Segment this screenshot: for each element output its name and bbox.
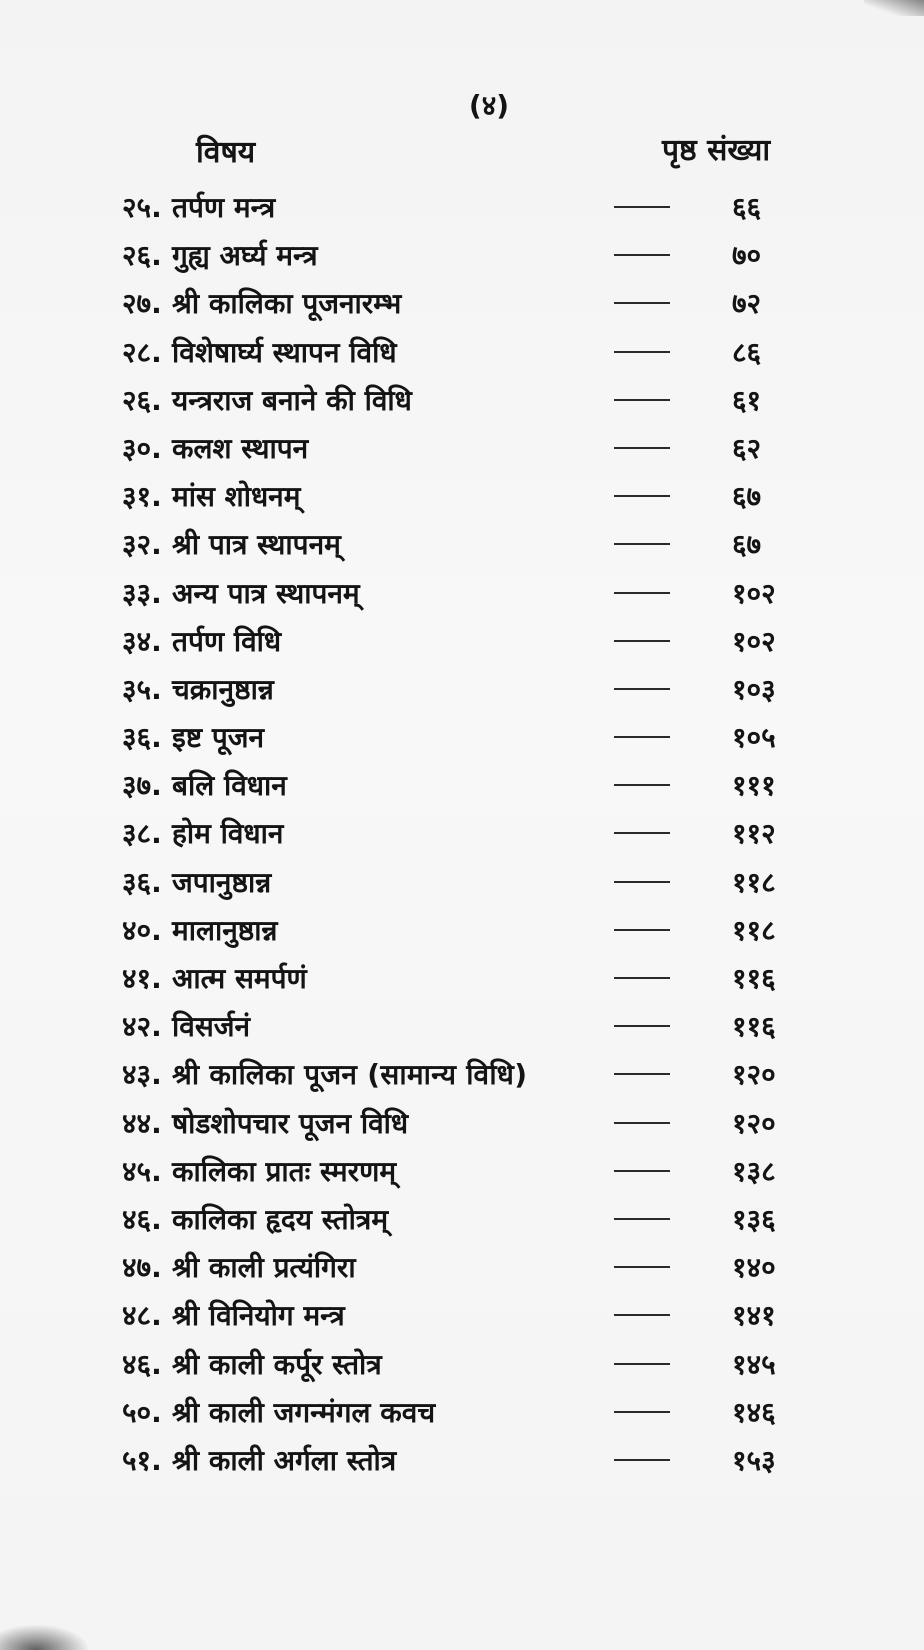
entry-leader-dash bbox=[614, 351, 670, 353]
entry-number: ४५. bbox=[122, 1154, 162, 1188]
entry-leader-dash bbox=[614, 1170, 670, 1172]
entry-title: जपानुष्ठान्न bbox=[172, 865, 272, 899]
toc-entry bbox=[0, 1102, 924, 1150]
table-of-contents bbox=[0, 186, 924, 1487]
entry-page-number: १०२ bbox=[732, 624, 776, 658]
entry-page-number: ६१ bbox=[732, 383, 762, 417]
entry-number: ५१. bbox=[122, 1443, 162, 1477]
entry-leader-dash bbox=[614, 977, 670, 979]
entry-number: ३६. bbox=[122, 865, 162, 899]
entry-page-number: १०२ bbox=[732, 576, 776, 610]
entry-page-number: ६७ bbox=[732, 528, 762, 562]
entry-title: चक्रानुष्ठान्न bbox=[172, 672, 274, 706]
entry-title: बलि विधान bbox=[172, 769, 287, 803]
entry-title: श्री काली कर्पूर स्तोत्र bbox=[172, 1347, 382, 1381]
entry-page-number: १३८ bbox=[732, 1154, 776, 1188]
toc-entry bbox=[0, 1246, 924, 1294]
toc-entry bbox=[0, 1150, 924, 1198]
toc-entry bbox=[0, 331, 924, 379]
entry-title: आत्म समर्पणं bbox=[172, 962, 307, 995]
entry-number: ४८. bbox=[122, 1299, 162, 1333]
entry-page-number: ११२ bbox=[732, 817, 776, 851]
entry-leader-dash bbox=[614, 592, 670, 594]
entry-title: गुह्य अर्घ्य मन्त्र bbox=[172, 239, 318, 273]
entry-title: तर्पण मन्त्र bbox=[172, 191, 276, 224]
entry-leader-dash bbox=[614, 254, 670, 256]
entry-leader-dash bbox=[614, 447, 670, 449]
entry-leader-dash bbox=[614, 784, 670, 786]
entry-number: ३२. bbox=[122, 528, 162, 562]
entry-page-number: ११८ bbox=[732, 865, 776, 899]
entry-number: ३८. bbox=[122, 817, 162, 851]
entry-number: ३३. bbox=[122, 576, 162, 610]
toc-entry bbox=[0, 668, 924, 716]
entry-leader-dash bbox=[614, 881, 670, 883]
entry-title: विशेषार्घ्य स्थापन विधि bbox=[172, 335, 397, 369]
toc-entry bbox=[0, 1343, 924, 1391]
entry-number: ३१. bbox=[122, 480, 162, 514]
entry-number: ३६. bbox=[122, 721, 162, 755]
toc-entry bbox=[0, 1053, 924, 1101]
entry-title: होम विधान bbox=[172, 817, 284, 851]
entry-leader-dash bbox=[614, 1122, 670, 1124]
toc-entry bbox=[0, 186, 924, 234]
entry-number: २७. bbox=[122, 287, 162, 321]
entry-leader-dash bbox=[614, 929, 670, 931]
entry-leader-dash bbox=[614, 206, 670, 208]
entry-number: ४२. bbox=[122, 1010, 162, 1044]
entry-title: श्री कालिका पूजनारम्भ bbox=[172, 287, 402, 321]
toc-entry bbox=[0, 427, 924, 475]
toc-entry bbox=[0, 861, 924, 909]
entry-title: कालिका प्रातः स्मरणम् bbox=[172, 1154, 397, 1188]
entry-leader-dash bbox=[614, 1459, 670, 1461]
entry-page-number: १४१ bbox=[732, 1299, 776, 1333]
entry-number: ४६. bbox=[122, 1347, 162, 1381]
entry-page-number: १११ bbox=[732, 769, 776, 803]
page-bottom-shadow bbox=[0, 1624, 90, 1650]
entry-page-number: ११६ bbox=[732, 962, 776, 995]
entry-page-number: १२० bbox=[732, 1106, 776, 1140]
entry-leader-dash bbox=[614, 543, 670, 545]
entry-number: ३५. bbox=[122, 672, 162, 706]
entry-number: ३७. bbox=[122, 769, 162, 803]
entry-page-number: ११८ bbox=[732, 913, 776, 947]
entry-leader-dash bbox=[614, 399, 670, 401]
toc-entry bbox=[0, 764, 924, 812]
toc-entry bbox=[0, 909, 924, 957]
entry-title: तर्पण विधि bbox=[172, 624, 282, 658]
entry-number: २५. bbox=[122, 191, 162, 224]
entry-title: मालानुष्ठान्न bbox=[172, 913, 278, 947]
entry-page-number: ७० bbox=[732, 239, 762, 273]
entry-number: ४६. bbox=[122, 1202, 162, 1236]
toc-entry bbox=[0, 1294, 924, 1342]
entry-page-number: १४५ bbox=[732, 1347, 776, 1381]
entry-number: २६. bbox=[122, 239, 162, 273]
entry-leader-dash bbox=[614, 1266, 670, 1268]
entry-title: श्री कालिका पूजन (सामान्य विधि) bbox=[172, 1058, 528, 1092]
entry-number: ४१. bbox=[122, 962, 162, 995]
entry-number: ४३. bbox=[122, 1058, 162, 1092]
entry-title: श्री काली जगन्मंगल कवच bbox=[172, 1395, 436, 1429]
entry-title: श्री पात्र स्थापनम् bbox=[172, 528, 341, 562]
entry-page-number: १०५ bbox=[732, 721, 776, 755]
entry-number: २८. bbox=[122, 335, 162, 369]
entry-number: ४७. bbox=[122, 1251, 162, 1285]
entry-title: अन्य पात्र स्थापनम् bbox=[172, 576, 360, 610]
page-number: (४) bbox=[468, 89, 510, 122]
entry-number: ४०. bbox=[122, 913, 162, 947]
entry-title: श्री काली प्रत्यंगिरा bbox=[172, 1251, 356, 1285]
toc-entry bbox=[0, 957, 924, 1005]
entry-leader-dash bbox=[614, 1025, 670, 1027]
entry-page-number: ६६ bbox=[732, 191, 762, 224]
entry-number: ३४. bbox=[122, 624, 162, 658]
toc-entry bbox=[0, 1005, 924, 1053]
entry-page-number: १२० bbox=[732, 1058, 776, 1092]
toc-entry bbox=[0, 620, 924, 668]
entry-title: षोडशोपचार पूजन विधि bbox=[172, 1106, 409, 1140]
toc-entry bbox=[0, 716, 924, 764]
toc-entry bbox=[0, 1198, 924, 1246]
entry-title: कालिका हृदय स्तोत्रम् bbox=[172, 1202, 389, 1236]
toc-entry bbox=[0, 523, 924, 571]
entry-page-number: १५३ bbox=[732, 1443, 776, 1477]
toc-entry bbox=[0, 234, 924, 282]
entry-leader-dash bbox=[614, 1073, 670, 1075]
entry-page-number: ८६ bbox=[732, 335, 762, 369]
entry-leader-dash bbox=[614, 1411, 670, 1413]
column-header-subject: विषय bbox=[196, 135, 256, 170]
entry-title: श्री विनियोग मन्त्र bbox=[172, 1299, 345, 1333]
entry-page-number: ११६ bbox=[732, 1010, 776, 1044]
toc-entry bbox=[0, 572, 924, 620]
entry-page-number: १४६ bbox=[732, 1395, 776, 1429]
entry-leader-dash bbox=[614, 640, 670, 642]
entry-title: विसर्जनं bbox=[172, 1010, 251, 1044]
entry-leader-dash bbox=[614, 1218, 670, 1220]
entry-leader-dash bbox=[614, 1314, 670, 1316]
toc-entry bbox=[0, 475, 924, 523]
entry-title: मांस शोधनम् bbox=[172, 480, 301, 514]
entry-leader-dash bbox=[614, 688, 670, 690]
column-header-page-number: पृष्ठ संख्या bbox=[662, 133, 771, 168]
toc-entry bbox=[0, 379, 924, 427]
entry-title: इष्ट पूजन bbox=[172, 721, 265, 755]
entry-page-number: ६७ bbox=[732, 480, 762, 514]
entry-page-number: १४० bbox=[732, 1251, 776, 1285]
toc-entry bbox=[0, 1391, 924, 1439]
page-corner-shadow bbox=[864, 0, 924, 16]
entry-page-number: ७२ bbox=[732, 287, 762, 321]
entry-leader-dash bbox=[614, 832, 670, 834]
entry-number: २६. bbox=[122, 383, 162, 417]
entry-title: श्री काली अर्गला स्तोत्र bbox=[172, 1443, 397, 1477]
entry-number: ४४. bbox=[122, 1106, 162, 1140]
toc-entry bbox=[0, 1439, 924, 1487]
entry-leader-dash bbox=[614, 736, 670, 738]
entry-title: कलश स्थापन bbox=[172, 431, 309, 465]
entry-leader-dash bbox=[614, 1363, 670, 1365]
toc-entry bbox=[0, 812, 924, 860]
entry-page-number: १३६ bbox=[732, 1202, 776, 1236]
entry-title: यन्त्रराज बनाने की विधि bbox=[172, 383, 412, 417]
entry-leader-dash bbox=[614, 495, 670, 497]
entry-number: ५०. bbox=[122, 1395, 162, 1429]
toc-entry bbox=[0, 282, 924, 330]
entry-leader-dash bbox=[614, 302, 670, 304]
entry-page-number: ६२ bbox=[732, 431, 762, 465]
entry-number: ३०. bbox=[122, 431, 162, 465]
entry-page-number: १०३ bbox=[732, 672, 776, 706]
